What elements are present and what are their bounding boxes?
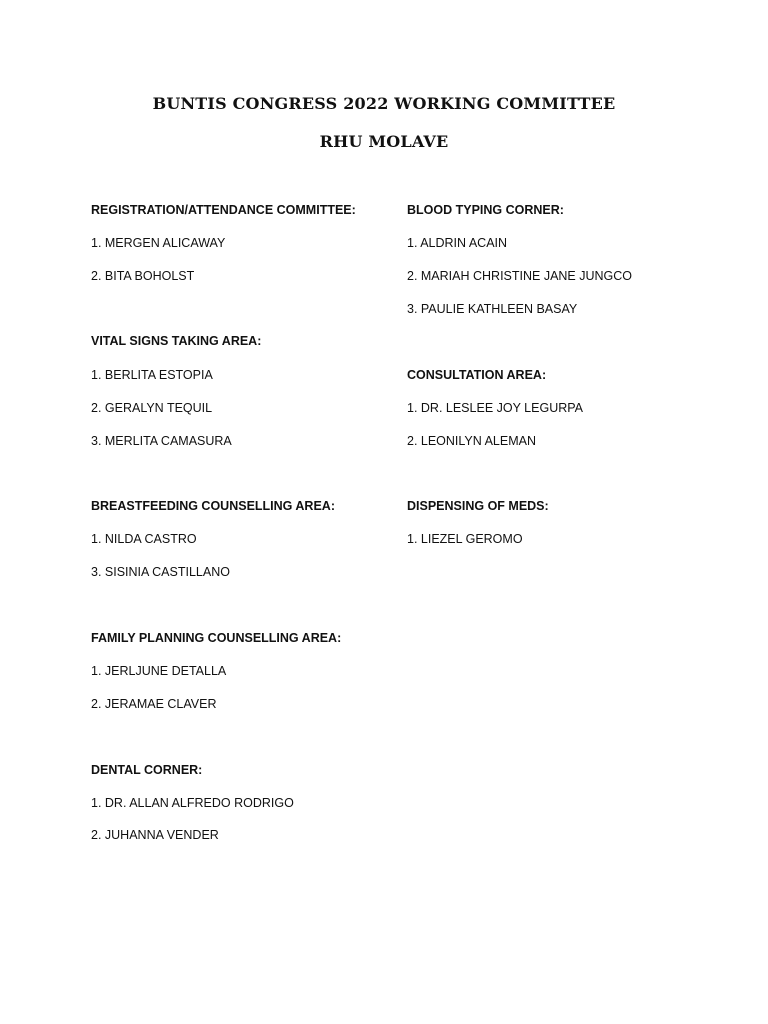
- member-item: 3. SISINIA CASTILLANO: [91, 565, 230, 579]
- member-item: 1. NILDA CASTRO: [91, 532, 197, 546]
- section-heading: REGISTRATION/ATTENDANCE COMMITTEE:: [91, 203, 356, 217]
- member-item: 1. JERLJUNE DETALLA: [91, 664, 227, 678]
- member-item: 2. BITA BOHOLST: [91, 269, 195, 283]
- member-item: 1. MERGEN ALICAWAY: [91, 236, 226, 250]
- member-item: 2. MARIAH CHRISTINE JANE JUNGCO: [407, 269, 633, 283]
- member-item: 1. DR. LESLEE JOY LEGURPA: [407, 401, 583, 415]
- member-item: 3. MERLITA CAMASURA: [91, 434, 232, 448]
- member-item: 1. DR. ALLAN ALFREDO RODRIGO: [91, 796, 294, 810]
- section-heading: BLOOD TYPING CORNER:: [407, 203, 564, 217]
- document-title: BUNTIS CONGRESS 2022 WORKING COMMITTEE: [152, 94, 616, 113]
- member-item: 3. PAULIE KATHLEEN BASAY: [407, 302, 578, 316]
- section-heading: CONSULTATION AREA:: [407, 368, 547, 382]
- section-heading: DENTAL CORNER:: [91, 763, 203, 777]
- member-item: 2. GERALYN TEQUIL: [91, 401, 213, 415]
- member-item: 2. JERAMAE CLAVER: [91, 697, 217, 711]
- section-heading: DISPENSING OF MEDS:: [407, 499, 549, 513]
- member-item: 1. ALDRIN ACAIN: [407, 236, 508, 250]
- member-item: 1. LIEZEL GEROMO: [407, 532, 523, 546]
- section-heading: FAMILY PLANNING COUNSELLING AREA:: [91, 631, 342, 645]
- section-heading: BREASTFEEDING COUNSELLING AREA:: [91, 499, 335, 513]
- document-subtitle: RHU MOLAVE: [319, 132, 449, 151]
- member-item: 2. LEONILYN ALEMAN: [407, 434, 536, 448]
- section-heading: VITAL SIGNS TAKING AREA:: [91, 334, 262, 348]
- member-item: 1. BERLITA ESTOPIA: [91, 368, 213, 382]
- member-item: 2. JUHANNA VENDER: [91, 828, 219, 842]
